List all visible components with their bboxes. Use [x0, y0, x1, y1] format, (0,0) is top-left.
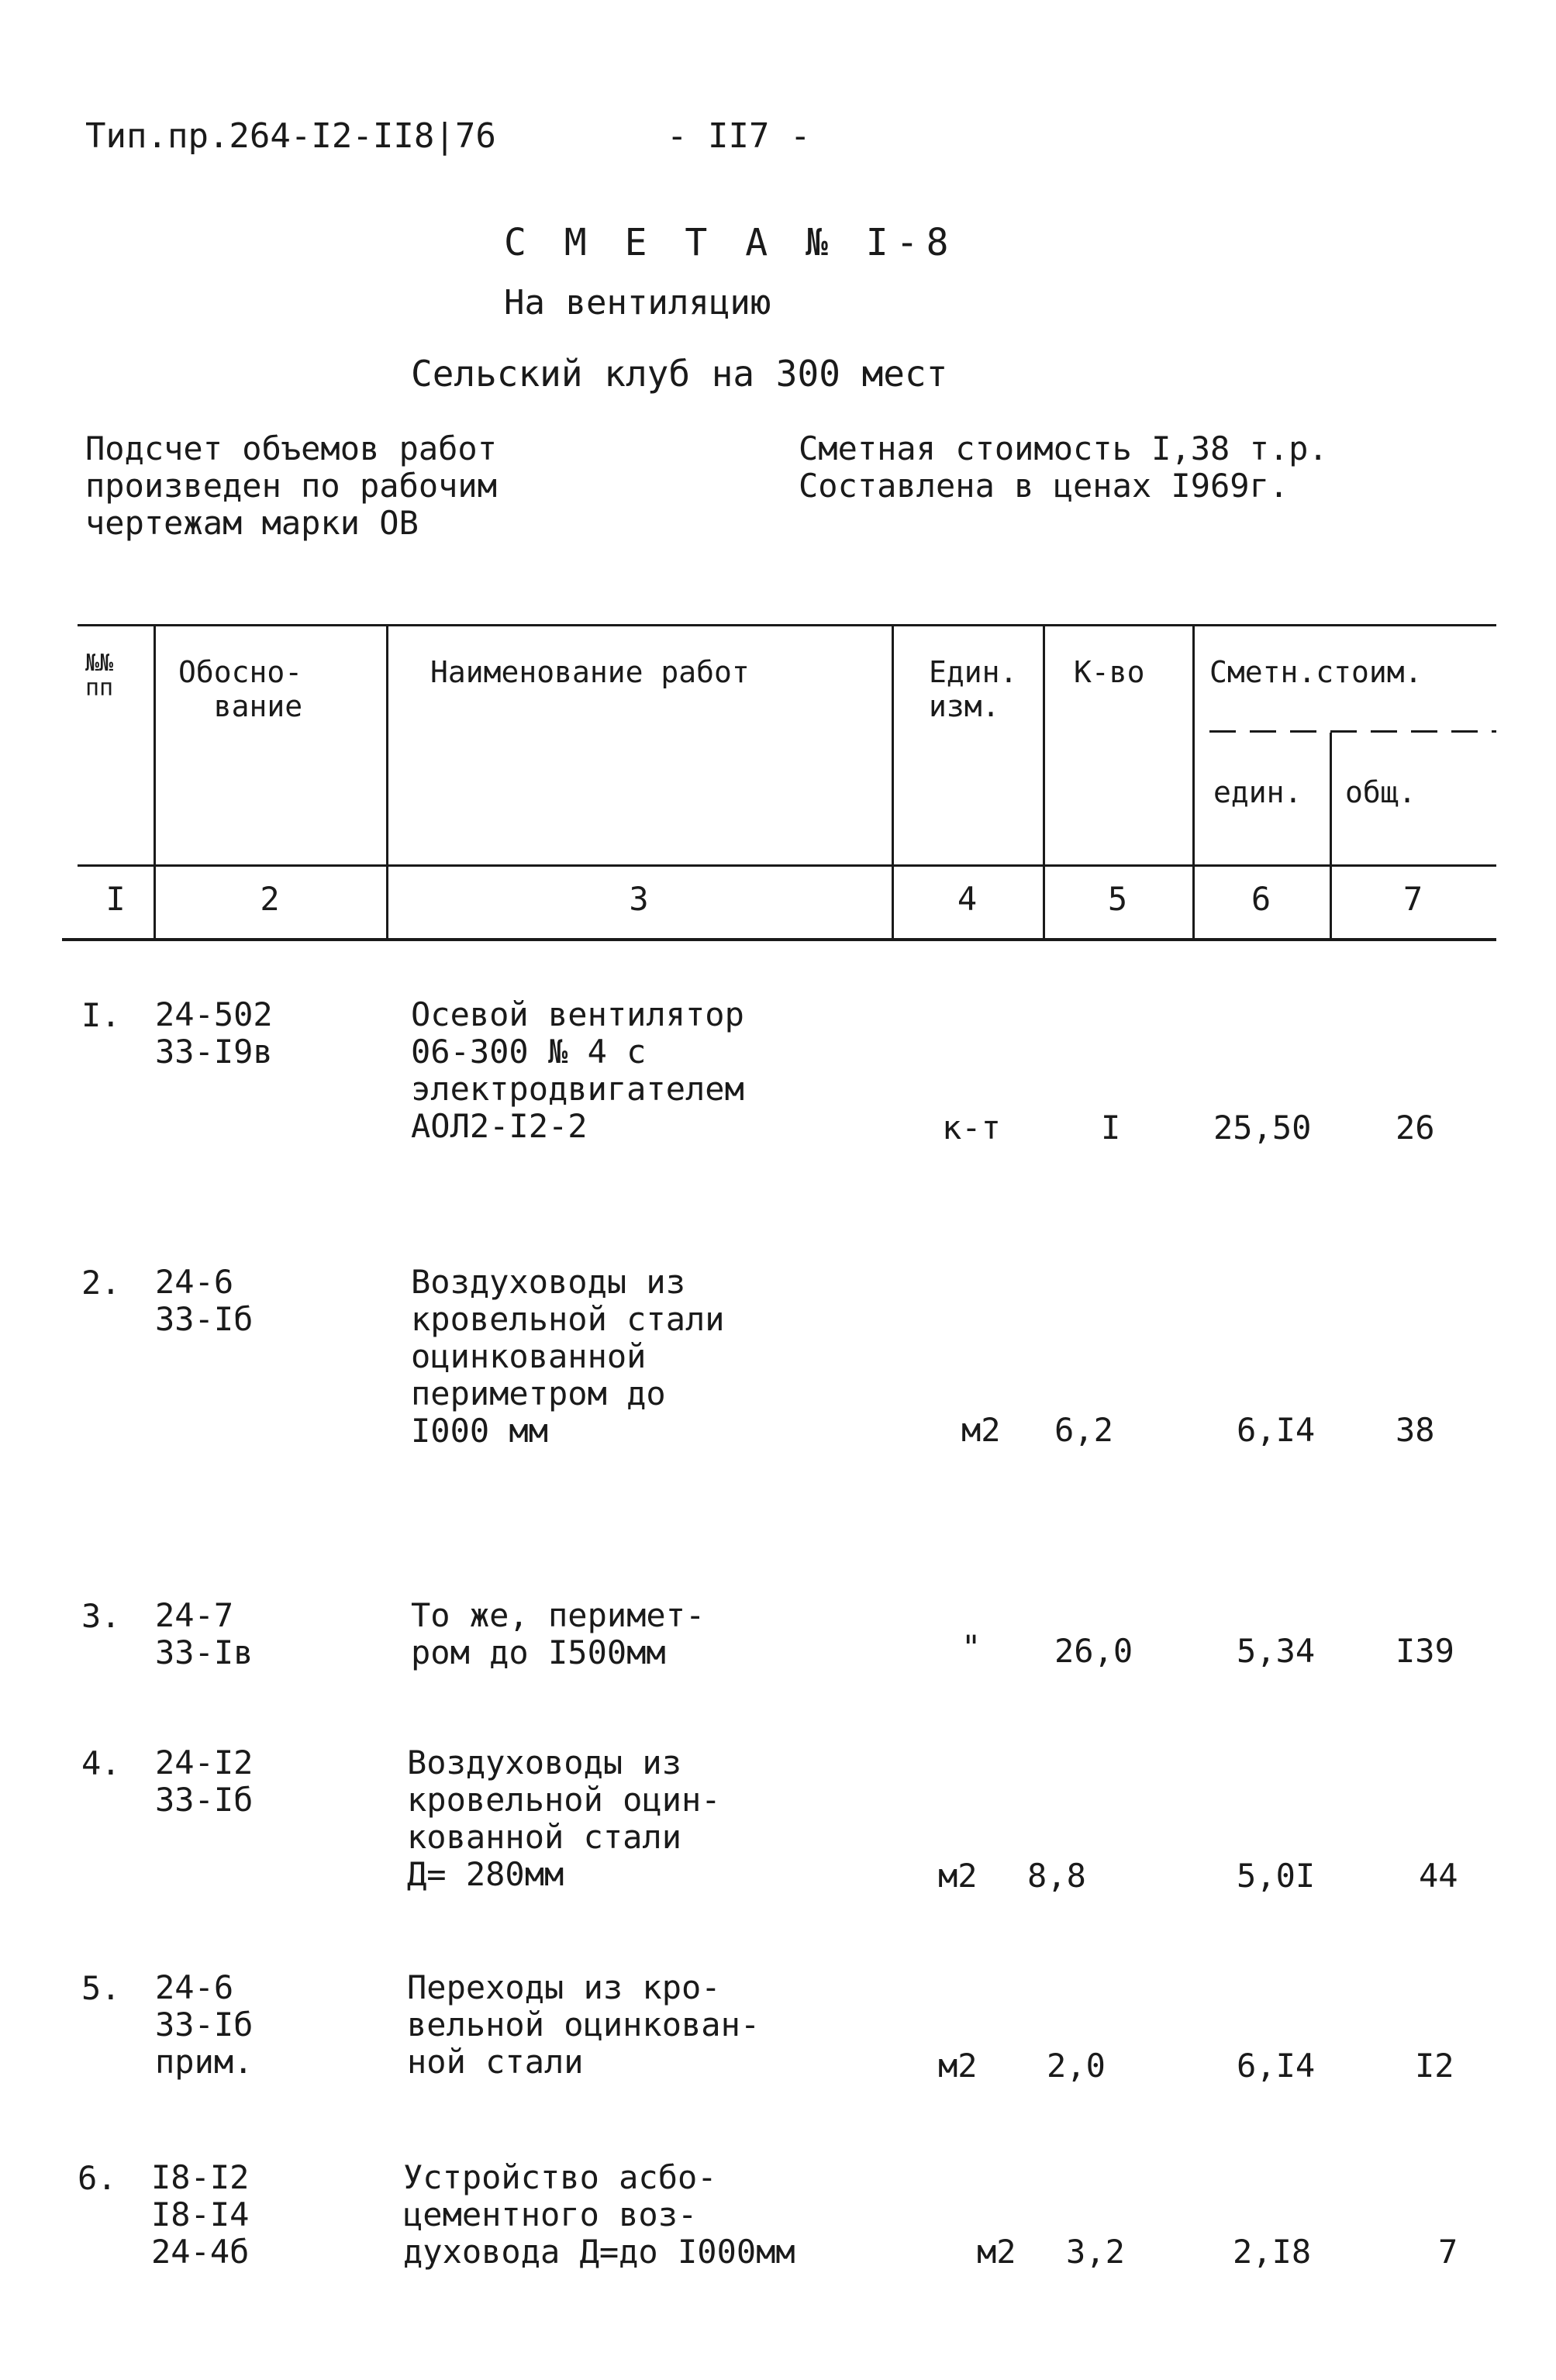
row-total-cost: 38: [1396, 1411, 1435, 1449]
row-total-cost: 44: [1419, 1857, 1458, 1895]
row-unit: к-т: [942, 1109, 1001, 1147]
object-name: Сельский клуб на 300 мест: [411, 353, 948, 395]
row-unit-cost: 6,I4: [1237, 1411, 1316, 1449]
row-quantity: 8,8: [1027, 1857, 1086, 1895]
row-basis: I8-I2 I8-I4 24-4б: [151, 2158, 250, 2271]
estimate-subtitle: На вентиляцию: [504, 283, 771, 323]
column-number: 7: [1402, 880, 1423, 918]
row-number: 3.: [81, 1597, 121, 1635]
row-unit-cost: 2,I8: [1233, 2233, 1312, 2271]
row-basis: 24-6 33-Iб: [155, 1263, 254, 1338]
column-number: 5: [1107, 880, 1128, 918]
row-quantity: 6,2: [1054, 1411, 1113, 1449]
table-top-rule: [78, 624, 1496, 626]
row-unit: м2: [938, 1857, 978, 1895]
row-work-name: То же, перимет- ром до I500мм: [411, 1596, 706, 1671]
row-number: 4.: [81, 1744, 121, 1782]
header-basis: Обосно- вание: [178, 655, 303, 723]
column-number: 2: [260, 880, 280, 918]
row-work-name: Переходы из кро- вельной оцинкован- ной стали: [407, 1968, 761, 2081]
row-quantity: I: [1101, 1109, 1121, 1147]
header-work-name: Наименование работ: [430, 655, 750, 689]
estimate-cost-note: Сметная стоимость I,38 т.р. Составлена в ценах I969г.: [799, 429, 1328, 505]
column-number: I: [105, 880, 126, 918]
header-unit: Един. изм.: [929, 655, 1018, 723]
row-number: 6.: [78, 2159, 117, 2197]
row-work-name: Устройство асбо- цементного воз- духовода Д=до I000мм: [403, 2158, 795, 2271]
row-unit-cost: 6,I4: [1237, 2047, 1316, 2085]
row-basis: 24-I2 33-Iб: [155, 1744, 254, 1819]
row-work-name: Воздуховоды из кровельной стали оцинкованной периметром до I000 мм: [411, 1263, 725, 1450]
row-basis: 24-7 33-Iв: [155, 1596, 254, 1671]
row-unit-cost: 5,0I: [1237, 1857, 1316, 1895]
document-reference: Тип.пр.264-I2-II8|76: [85, 116, 496, 156]
row-number: I.: [81, 996, 121, 1034]
column-number: 4: [957, 880, 978, 918]
header-row-number: №№ пп: [85, 650, 114, 702]
column-number-top-rule: [78, 864, 1496, 867]
column-number-bottom-rule: [62, 938, 1496, 941]
row-number: 5.: [81, 1969, 121, 2007]
row-total-cost: I2: [1415, 2047, 1454, 2085]
row-quantity: 3,2: [1066, 2233, 1125, 2271]
row-total-cost: 7: [1438, 2233, 1458, 2271]
volume-calculation-note: Подсчет объемов работ произведен по рабочим чертежам марки ОВ: [85, 429, 498, 542]
header-estimated-cost: Сметн.стоим.: [1209, 655, 1423, 689]
row-basis: 24-6 33-Iб прим.: [155, 1968, 254, 2081]
row-work-name: Осевой вентилятор 06-300 № 4 с электродвигателем АОЛ2-I2-2: [411, 995, 744, 1145]
row-unit: ": [961, 1628, 982, 1666]
row-unit: м2: [961, 1411, 1001, 1449]
row-basis: 24-502 33-I9в: [155, 995, 273, 1071]
estimate-title: С М Е Т А № I-8: [504, 221, 957, 264]
row-quantity: 26,0: [1054, 1632, 1133, 1670]
row-unit: м2: [938, 2047, 978, 2085]
row-unit: м2: [977, 2233, 1016, 2271]
row-total-cost: I39: [1396, 1632, 1454, 1670]
page-number: - II7 -: [667, 116, 811, 156]
row-quantity: 2,0: [1047, 2047, 1106, 2085]
row-total-cost: 26: [1396, 1109, 1435, 1147]
row-unit-cost: 25,50: [1213, 1109, 1312, 1147]
header-total-cost: общ.: [1345, 775, 1416, 809]
row-work-name: Воздуховоды из кровельной оцин- кованной стали Д= 280мм: [407, 1744, 721, 1893]
header-quantity: К-во: [1074, 655, 1145, 689]
column-number: 3: [629, 880, 649, 918]
row-number: 2.: [81, 1264, 121, 1302]
header-unit-cost: един.: [1213, 775, 1302, 809]
subheader-dash-rule: [1209, 730, 1496, 733]
row-unit-cost: 5,34: [1237, 1632, 1316, 1670]
column-number: 6: [1251, 880, 1271, 918]
